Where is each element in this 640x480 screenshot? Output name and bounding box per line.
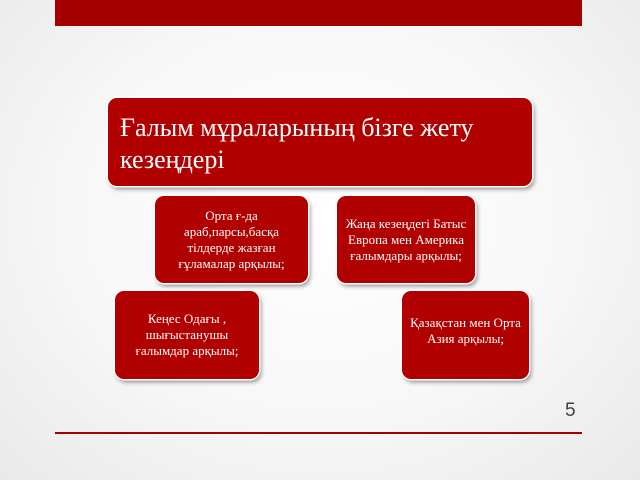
diagram-title: Ғалым мұраларының бізге жету кезеңдері	[120, 113, 474, 174]
top-decor-band	[55, 0, 582, 26]
diagram-title-box	[108, 98, 532, 186]
stage-box-kazakhstan	[402, 291, 529, 379]
stage-box-label: Қазақстан мен Орта Азия арқылы;	[410, 315, 521, 346]
bottom-divider	[55, 432, 582, 434]
stage-box-label: Жаңа кезеңдегі Батыс Европа мен Америка ғалымдары арқылы;	[345, 215, 467, 263]
stage-box-modern-west	[337, 196, 475, 283]
stage-box-soviet	[115, 291, 259, 379]
page-number: 5	[565, 400, 576, 421]
stage-box-label: Кеңес Одағы , шығыстанушы ғалымдар арқылы;	[135, 311, 239, 358]
stage-box-label: Орта ғ-да араб,парсы,басқа тілдерде жазған ғұламалар арқылы;	[178, 207, 285, 271]
stage-box-medieval	[155, 196, 308, 283]
